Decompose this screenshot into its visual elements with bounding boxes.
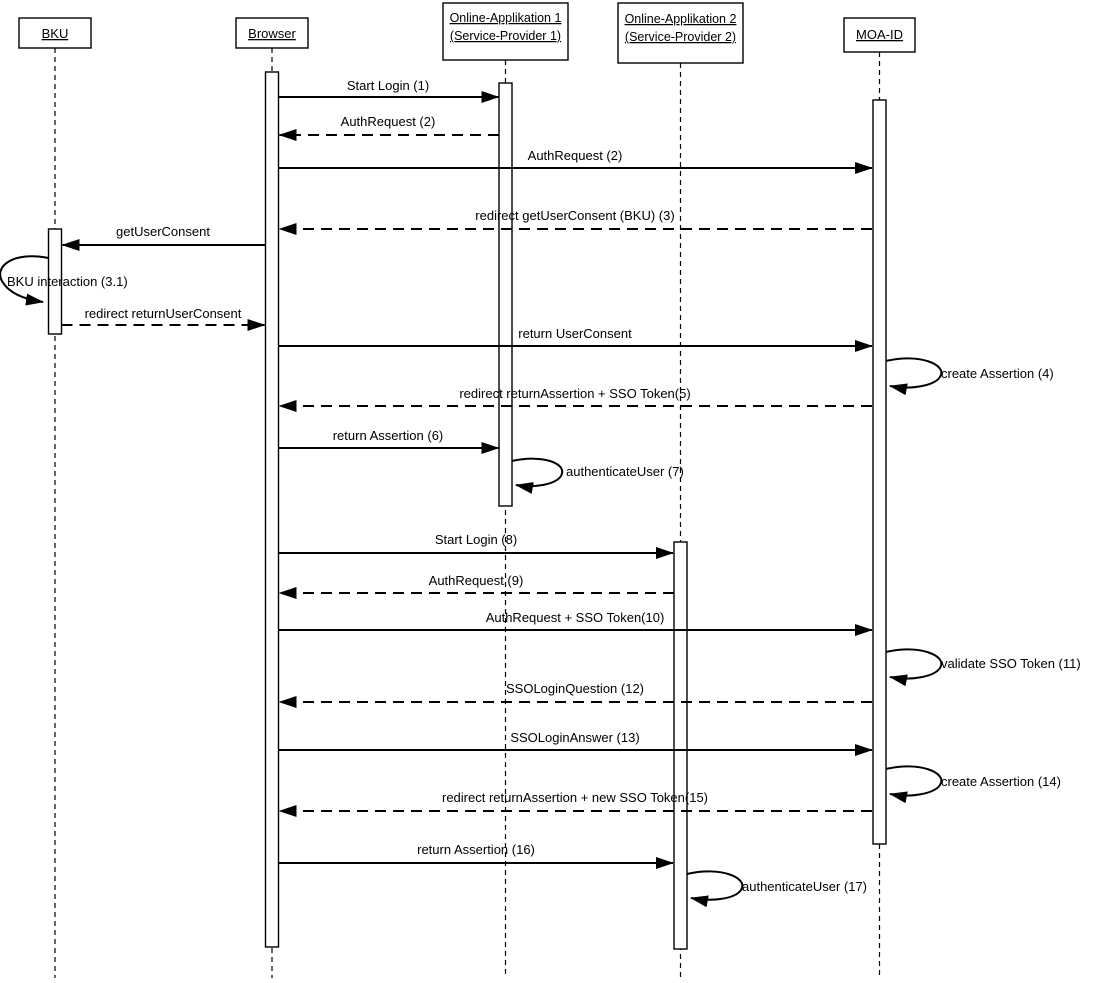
activation-online-applikation-2 <box>674 542 687 949</box>
participant-online-applikation-1-sublabel: (Service-Provider 1) <box>449 29 562 43</box>
message-redirect-getuserconsent-3 <box>280 208 873 229</box>
activation-browser <box>266 72 279 947</box>
message-validate-sso-token-11 <box>886 649 1081 678</box>
message-return-assertion-16-label: return Assertion (16) <box>417 842 535 857</box>
message-authenticateuser-17-loop <box>687 871 742 899</box>
message-create-assertion-4-loop <box>886 358 941 387</box>
message-authenticateuser-17 <box>687 871 867 899</box>
message-create-assertion-14-loop <box>886 766 941 795</box>
message-redirect-returnuserconsent <box>62 306 265 325</box>
message-validate-sso-token-11-loop <box>886 649 941 678</box>
message-bku-interaction-3-1 <box>0 256 128 302</box>
message-authrequest-9 <box>280 573 675 593</box>
message-redirect-returnassertion-new-sso-token-15-label: redirect returnAssertion + new SSO Token(15) <box>441 790 709 805</box>
activation-moa-id <box>873 100 886 844</box>
message-create-assertion-4-label: create Assertion (4) <box>941 366 1054 381</box>
participant-browser <box>236 18 308 48</box>
participant-online-applikation-2-label: Online-Applikation 2 <box>624 12 737 26</box>
message-authrequest-sso-token-10-label: AuthRequest + SSO Token(10) <box>485 610 665 625</box>
participant-online-applikation-1 <box>443 3 568 60</box>
message-return-userconsent-label: return UserConsent <box>518 326 632 341</box>
message-ssologinquestion-12-label: SSOLoginQuestion (12) <box>505 681 645 696</box>
participant-bku-label: BKU <box>41 26 69 41</box>
message-return-assertion-16 <box>279 842 674 863</box>
message-authenticateuser-17-label: authenticateUser (17) <box>742 879 868 894</box>
message-start-login-8-label: Start Login (8) <box>434 532 518 547</box>
participant-moa-id <box>844 18 915 52</box>
message-redirect-returnassertion-new-sso-token-15 <box>280 790 873 811</box>
message-return-assertion-6 <box>279 428 499 448</box>
participant-online-applikation-2-sublabel: (Service-Provider 2) <box>624 30 737 44</box>
message-create-assertion-14 <box>886 766 1061 795</box>
message-start-login-1 <box>279 78 499 97</box>
message-authrequest-9-label: AuthRequest (9) <box>428 573 524 588</box>
message-redirect-returnassertion-sso-token-5-label: redirect returnAssertion + SSO Token(5) <box>459 386 691 401</box>
message-ssologinanswer-13 <box>279 730 873 750</box>
activation-online-applikation-1 <box>499 83 512 506</box>
participant-bku <box>19 18 91 48</box>
message-authrequest-2-to-browser <box>280 114 500 135</box>
message-validate-sso-token-11-label: validate SSO Token (11) <box>941 656 1081 671</box>
message-redirect-returnuserconsent-label: redirect returnUserConsent <box>84 306 242 321</box>
message-authrequest-2-to-browser-label: AuthRequest (2) <box>340 114 436 129</box>
message-authenticateuser-7 <box>512 459 684 486</box>
message-authrequest-sso-token-10 <box>279 610 873 630</box>
message-start-login-8 <box>279 532 674 553</box>
message-bku-interaction-3-1-label: BKU interaction (3.1) <box>7 274 128 289</box>
message-authenticateuser-7-loop <box>512 459 562 486</box>
participant-browser-label: Browser <box>248 26 296 41</box>
message-authrequest-2-to-moa-id <box>279 148 873 168</box>
message-ssologinquestion-12 <box>280 681 873 702</box>
message-authenticateuser-7-label: authenticateUser (7) <box>566 464 684 479</box>
message-getuserconsent <box>63 224 266 245</box>
message-getuserconsent-label: getUserConsent <box>116 224 210 239</box>
message-return-userconsent <box>279 326 873 346</box>
message-redirect-returnassertion-sso-token-5 <box>280 386 873 406</box>
message-start-login-1-label: Start Login (1) <box>346 78 430 93</box>
message-return-assertion-6-label: return Assertion (6) <box>332 428 444 443</box>
message-ssologinanswer-13-label: SSOLoginAnswer (13) <box>510 730 640 745</box>
participant-moa-id-label: MOA-ID <box>856 27 903 42</box>
message-create-assertion-14-label: create Assertion (14) <box>941 774 1061 789</box>
participant-online-applikation-1-label: Online-Applikation 1 <box>449 11 562 25</box>
participant-online-applikation-2 <box>618 3 743 63</box>
message-authrequest-2-to-moa-id-label: AuthRequest (2) <box>527 148 623 163</box>
message-create-assertion-4 <box>886 358 1054 387</box>
message-redirect-getuserconsent-3-label: redirect getUserConsent (BKU) (3) <box>475 208 675 223</box>
